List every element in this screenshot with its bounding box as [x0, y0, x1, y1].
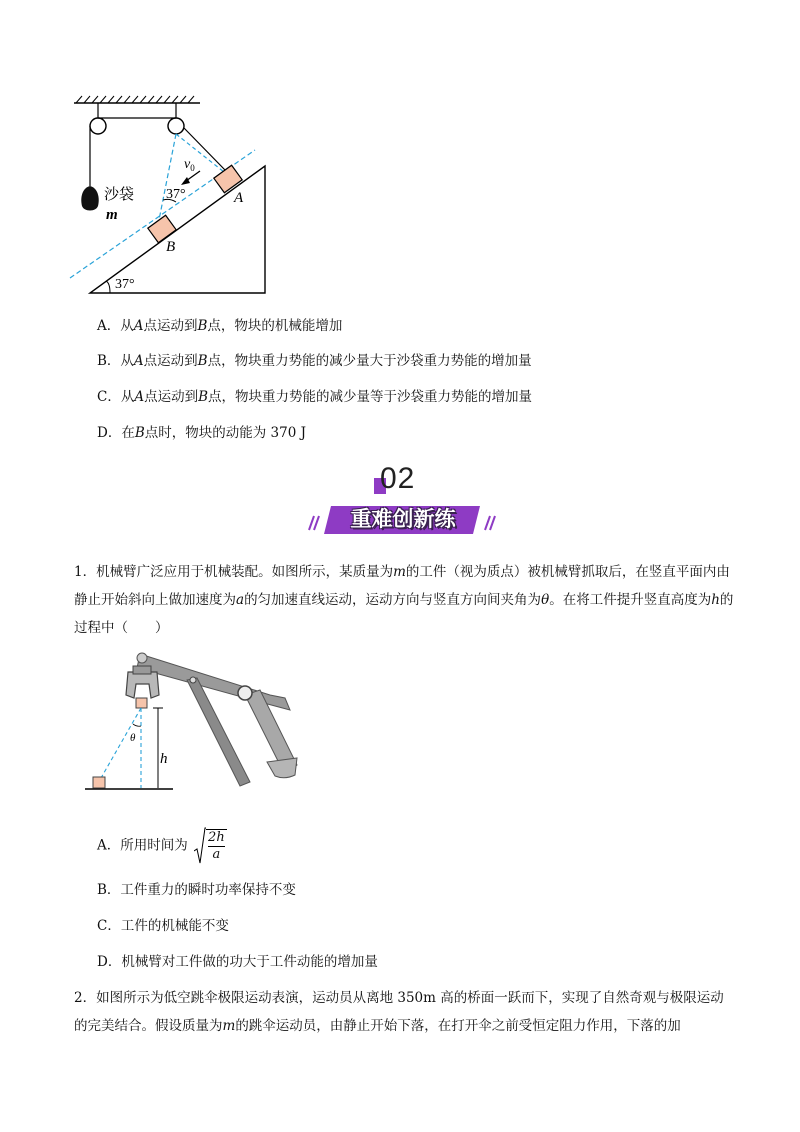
fraction-numerator: 2h: [208, 830, 225, 845]
ceiling-hatch: [76, 96, 194, 103]
pulley-incline-figure: [60, 88, 280, 303]
v0-label: $v_0$: [184, 157, 195, 173]
sandbag-icon: [81, 186, 98, 211]
label-B: B: [166, 239, 176, 255]
q1-option-A[interactable]: A．所用时间为 $\frac{2h}{a}$: [97, 827, 227, 863]
h-label: h: [160, 751, 168, 767]
arm-end: [267, 758, 297, 778]
dashed-rope-at-B: [159, 134, 176, 220]
option-D[interactable]: D．在B点时，物块的动能为 370 J: [97, 425, 307, 441]
theta-label: θ: [130, 732, 136, 744]
mass-label: m: [106, 207, 118, 223]
angle-top-label: 37°: [166, 187, 186, 202]
velocity-arrow-head: [181, 177, 190, 185]
gripper-icon: [126, 672, 159, 698]
right-pulley: [168, 118, 184, 134]
fraction-denominator: a: [212, 847, 221, 862]
joint-icon: [238, 686, 252, 700]
left-pulley: [90, 118, 106, 134]
angle-base-label: 37°: [115, 277, 135, 292]
arm-upper: [137, 654, 290, 710]
option-A[interactable]: A．从A点运动到B点，物块的机械能增加: [97, 318, 343, 334]
option-B[interactable]: B．从A点运动到B点，物块重力势能的减少量大于沙袋重力势能的增加量: [97, 353, 532, 369]
q1-option-B[interactable]: B．工件重力的瞬时功率保持不变: [97, 882, 296, 898]
theta-arc: [133, 724, 141, 726]
incline-wedge: [90, 166, 265, 293]
option-C[interactable]: C．从A点运动到B点，物块重力势能的减少量等于沙袋重力势能的增加量: [97, 389, 533, 405]
sandbag-label: 沙袋: [104, 187, 135, 203]
section-number: 02: [380, 462, 416, 495]
q1-option-C[interactable]: C．工件的机械能不变: [97, 918, 229, 934]
question-1-stem: 1．机械臂广泛应用于机械装配。如图所示，某质量为m的工件（视为质点）被机械臂抓取后，在竖直平面内由静止开始斜向上做加速度为a的匀加速直线运动，运动方向与竖直方向间夹角为θ。在将工件提升竖直高度为h的过程中（ ）: [74, 564, 734, 636]
workpiece-top: [136, 698, 147, 708]
section-title: 重难创新练: [350, 507, 456, 531]
q1-option-D[interactable]: D．机械臂对工件做的功大于工件动能的增加量: [97, 954, 378, 970]
joint-small-icon: [190, 677, 196, 683]
question-2-stem: 2．如图所示为低空跳伞极限运动表演，运动员从离地 350m 高的桥面一跃而下，实现了自然奇观与极限运动的完美结合。假设质量为m的跳伞运动员，由静止开始下落，在打开伞之前受恒定阻力作用，下落的加: [74, 990, 724, 1034]
sqrt-expression: [194, 827, 227, 865]
label-A: A: [234, 190, 244, 206]
robot-arm-figure: [85, 650, 315, 795]
workpiece-ground: [93, 777, 105, 788]
